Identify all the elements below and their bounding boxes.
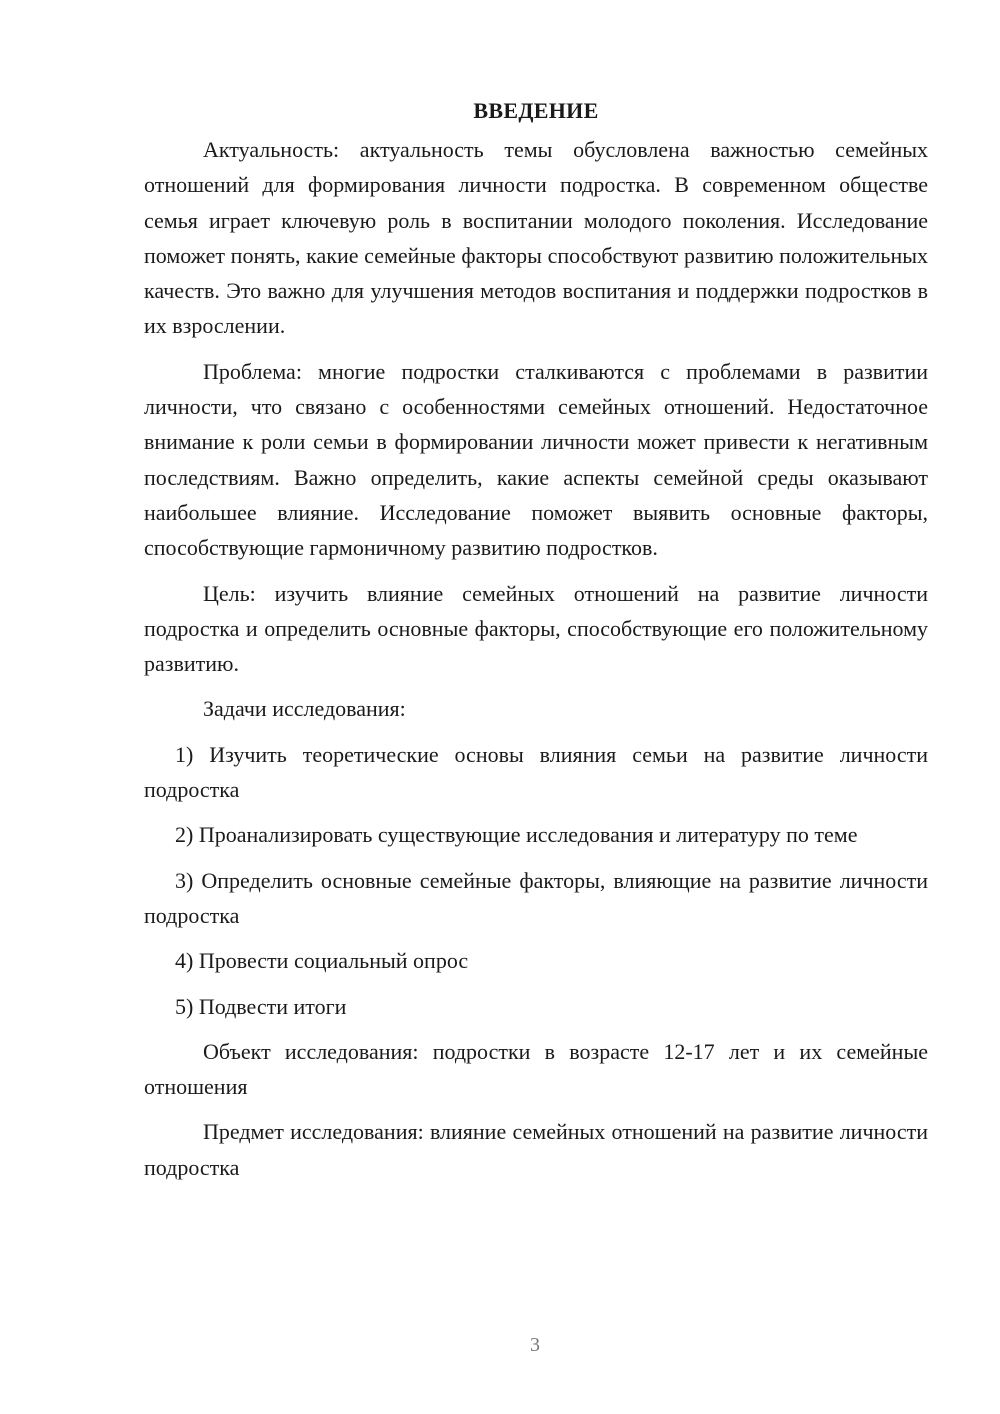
object-paragraph: Объект исследования: подростки в возрасте 12-17 лет и их семейные отношения (144, 1038, 928, 1100)
relevance-paragraph: Актуальность: актуальность темы обусловлена важностью семейных отношений для формирования личности подростка. В современном обществе семья играет ключевую роль в воспитании молодого поколения. Исследование поможет понять, какие семейные факторы способствуют развитию положительных качеств. Это важно для улучшения методов воспитания и поддержки подростков в их взрослении. (144, 137, 928, 339)
section-title: ВВЕДЕНИЕ (473, 98, 599, 123)
goal-paragraph: Цель: изучить влияние семейных отношений на развитие личности подростка и определить основные факторы, способствующие его положительному развитию. (144, 580, 928, 677)
task-item-2: 2) Проанализировать существующие исследования и литературу по теме (175, 822, 858, 848)
page-content (144, 96, 928, 1195)
tasks-heading: Задачи исследования: (203, 696, 406, 722)
task-item-1: 1) Изучить теоретические основы влияния семьи на развитие личности подростка (144, 741, 928, 803)
task-item-4: 4) Провести социальный опрос (175, 948, 469, 974)
task-item-5: 5) Подвести итоги (175, 993, 347, 1019)
problem-paragraph: Проблема: многие подростки сталкиваются с проблемами в развитии личности, что связано с особенностями семейных отношений. Недостаточное внимание к роли семьи в формировании личности может привести к негативным последствиям. Важно определить, какие аспекты семейной среды оказывают наибольшее влияние. Исследование поможет выявить основные факторы, способствующие гармоничному развитию подростков. (144, 358, 928, 561)
page-number: 3 (530, 1334, 540, 1356)
subject-paragraph: Предмет исследования: влияние семейных отношений на развитие личности подростка (144, 1119, 928, 1180)
task-item-3: 3) Определить основные семейные факторы, влияющие на развитие личности подростка (144, 867, 928, 928)
